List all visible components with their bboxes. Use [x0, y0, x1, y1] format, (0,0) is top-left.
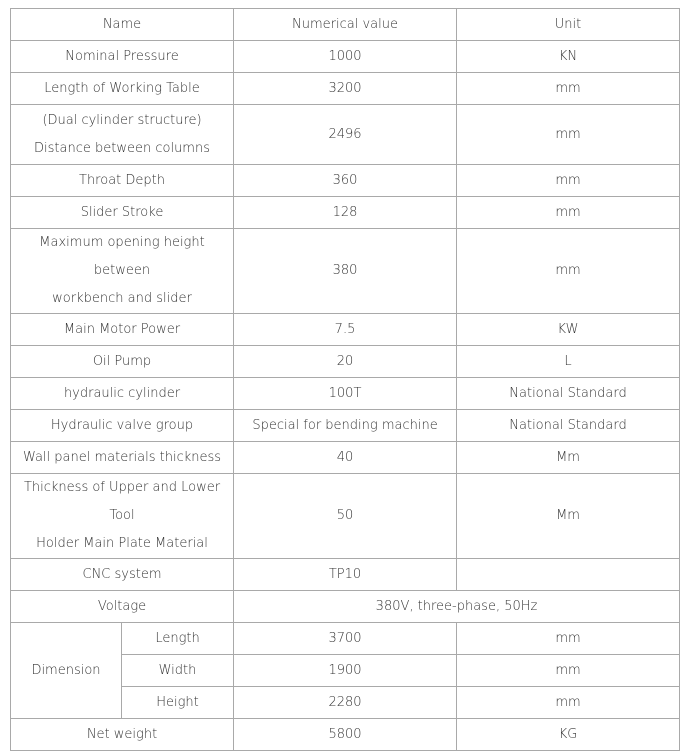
dimension-label: Dimension [11, 623, 122, 719]
row-value: 1000 [234, 41, 457, 73]
row-name-line: Holder Main Plate Material [36, 536, 208, 551]
table-row [11, 197, 680, 229]
row-name: Length of Working Table [11, 73, 234, 105]
row-name: Length [122, 623, 234, 655]
table-row [11, 41, 680, 73]
table-row [11, 410, 680, 442]
row-unit: National Standard [457, 410, 680, 442]
row-unit: mm [457, 229, 680, 314]
row-unit: mm [457, 687, 680, 719]
row-value: 3700 [234, 623, 457, 655]
row-value: TP10 [234, 559, 457, 591]
table-row [11, 559, 680, 591]
table-row [11, 229, 680, 314]
table-row [11, 591, 680, 623]
row-value: 20 [234, 346, 457, 378]
table-row [11, 474, 680, 559]
row-unit: KW [457, 314, 680, 346]
table-row [11, 442, 680, 474]
row-name-line: Thickness of Upper and Lower Tool [23, 480, 221, 523]
table-row [11, 314, 680, 346]
row-value: Special for bending machine [234, 410, 457, 442]
row-name: Slider Stroke [11, 197, 234, 229]
row-value: 1900 [234, 655, 457, 687]
row-value: 5800 [234, 719, 457, 751]
row-unit: mm [457, 655, 680, 687]
row-unit: KG [457, 719, 680, 751]
row-unit: KN [457, 41, 680, 73]
row-name-line: Distance between columns [34, 140, 210, 156]
row-name-line: workbench and slider [52, 291, 192, 306]
header-name: Name [11, 9, 234, 41]
row-unit: National Standard [457, 378, 680, 410]
row-value: 2280 [234, 687, 457, 719]
row-unit: mm [457, 73, 680, 105]
row-value: 7.5 [234, 314, 457, 346]
row-name [11, 105, 234, 165]
row-name-line: Maximum opening height between [39, 235, 205, 278]
table-row [11, 719, 680, 751]
row-name: Hydraulic valve group [11, 410, 234, 442]
row-value: 100T [234, 378, 457, 410]
row-value: 380V, three-phase, 50Hz [234, 591, 680, 623]
table-row [11, 165, 680, 197]
row-name: Voltage [11, 591, 234, 623]
row-value: 2496 [234, 105, 457, 165]
row-name [11, 474, 234, 559]
row-unit: Mm [457, 442, 680, 474]
row-unit: L [457, 346, 680, 378]
row-unit: mm [457, 165, 680, 197]
row-value: 3200 [234, 73, 457, 105]
row-name: Net weight [11, 719, 234, 751]
table-row [11, 346, 680, 378]
table-row [11, 73, 680, 105]
table-row [11, 105, 680, 165]
row-name: hydraulic cylinder [11, 378, 234, 410]
row-name: Oil Pump [11, 346, 234, 378]
header-value: Numerical value [234, 9, 457, 41]
row-name: Main Motor Power [11, 314, 234, 346]
header-unit: Unit [457, 9, 680, 41]
row-name: Nominal Pressure [11, 41, 234, 73]
row-value: 360 [234, 165, 457, 197]
row-unit [457, 559, 680, 591]
row-unit: mm [457, 197, 680, 229]
row-name: CNC system [11, 559, 234, 591]
row-name: Wall panel materials thickness [11, 442, 234, 474]
row-name: Height [122, 687, 234, 719]
row-unit: mm [457, 105, 680, 165]
row-value: 40 [234, 442, 457, 474]
row-unit: Mm [457, 474, 680, 559]
table-row [11, 623, 680, 655]
row-value: 380 [234, 229, 457, 314]
row-name: Throat Depth [11, 165, 234, 197]
row-name [11, 229, 234, 314]
row-value: 128 [234, 197, 457, 229]
row-name-line: (Dual cylinder structure) [42, 112, 202, 128]
spec-table [10, 8, 680, 751]
table-row [11, 378, 680, 410]
row-name: Width [122, 655, 234, 687]
row-unit: mm [457, 623, 680, 655]
row-value: 50 [234, 474, 457, 559]
header-row [11, 9, 680, 41]
